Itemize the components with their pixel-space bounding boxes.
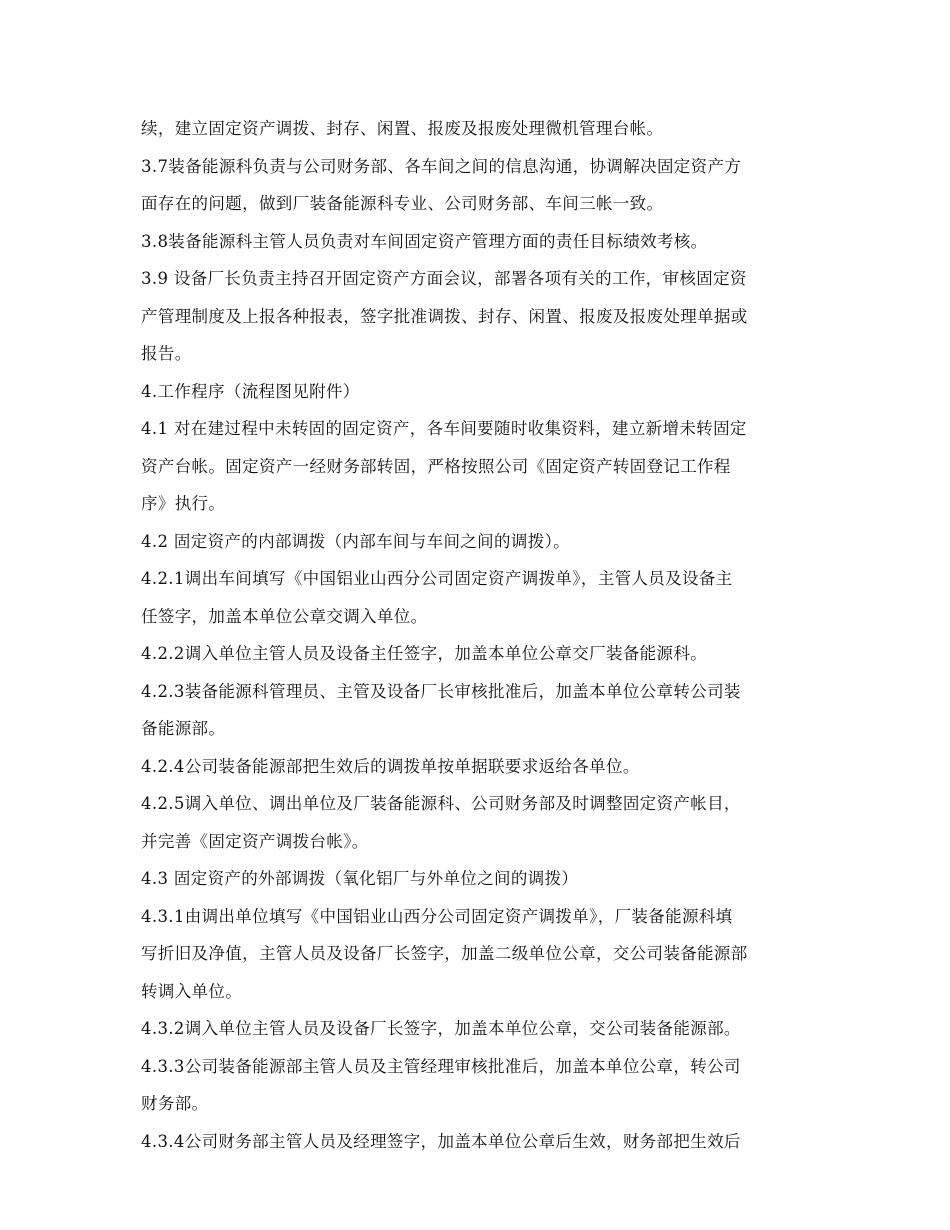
- section-heading: 4.工作程序（流程图见附件）: [141, 381, 360, 401]
- text-line: 财务部。: [141, 1094, 209, 1113]
- text-line: 资产台帐。固定资产一经财务部转固，严格按照公司《固定资产转固登记工作程: [141, 456, 731, 476]
- text-line: 4.3 固定资产的外部调拨（氧化铝厂与外单位之间的调拨）: [141, 869, 579, 888]
- text-line: 序》执行。: [141, 494, 226, 513]
- text-line: 备能源部。: [141, 719, 226, 738]
- document-body: [141, 110, 813, 1160]
- text-line: 写折旧及净值，主管人员及设备厂长签字，加盖二级单位公章，交公司装备能源部: [141, 944, 748, 963]
- text-line: 续，建立固定资产调拨、封存、闲置、报废及报废处理微机管理台帐。: [141, 119, 664, 138]
- text-line: 4.2.4公司装备能源部把生效后的调拨单按单据联要求返给各单位。: [141, 756, 640, 776]
- text-line: 4.2.3装备能源科管理员、主管及设备厂长审核批准后，加盖本单位公章转公司装: [141, 681, 741, 701]
- text-line: 4.3.2调入单位主管人员及设备厂长签字，加盖本单位公章，交公司装备能源部。: [141, 1019, 741, 1038]
- text-line: 转调入单位。: [141, 981, 243, 1001]
- text-line: 4.2.2调入单位主管人员及设备主任签字，加盖本单位公章交厂装备能源科。: [141, 644, 708, 663]
- text-line: 4.3.4公司财务部主管人员及经理签字，加盖本单位公章后生效，财务部把生效后: [141, 1131, 741, 1151]
- text-line: 4.3.3公司装备能源部主管人员及主管经理审核批准后，加盖本单位公章，转公司: [141, 1056, 741, 1076]
- text-line: 4.3.1由调出单位填写《中国铝业山西分公司固定资产调拨单》，厂装备能源科填: [141, 906, 733, 926]
- text-line: 3.7装备能源科负责与公司财务部、各车间之间的信息沟通，协调解决固定资产方: [141, 156, 742, 176]
- text-line: 4.2.1调出车间填写《中国铝业山西分公司固定资产调拨单》，主管人员及设备主: [141, 569, 733, 588]
- text-line: 面存在的问题，做到厂装备能源科专业、公司财务部、车间三帐一致。: [141, 194, 664, 213]
- text-line: 并完善《固定资产调拨台帐》。: [141, 831, 369, 851]
- text-line: 产管理制度及上报各种报表，签字批准调拨、封存、闲置、报废及报废处理单据或: [141, 306, 748, 326]
- text-line: 4.2 固定资产的内部调拨（内部车间与车间之间的调拨）。: [141, 531, 571, 551]
- text-line: 3.9 设备厂长负责主持召开固定资产方面会议，部署各项有关的工作，审核固定资: [141, 269, 747, 288]
- text-line: 4.2.5调入单位、调出单位及厂装备能源科、公司财务部及时调整固定资产帐目，: [141, 794, 741, 813]
- text-line: 报告。: [141, 344, 192, 363]
- text-line: 4.1 对在建过程中未转固的固定资产，各车间要随时收集资料，建立新增未转固定: [141, 419, 747, 438]
- text-line: 3.8装备能源科主管人员负责对车间固定资产管理方面的责任目标绩效考核。: [141, 231, 708, 251]
- text-line: 任签字，加盖本单位公章交调入单位。: [141, 606, 428, 626]
